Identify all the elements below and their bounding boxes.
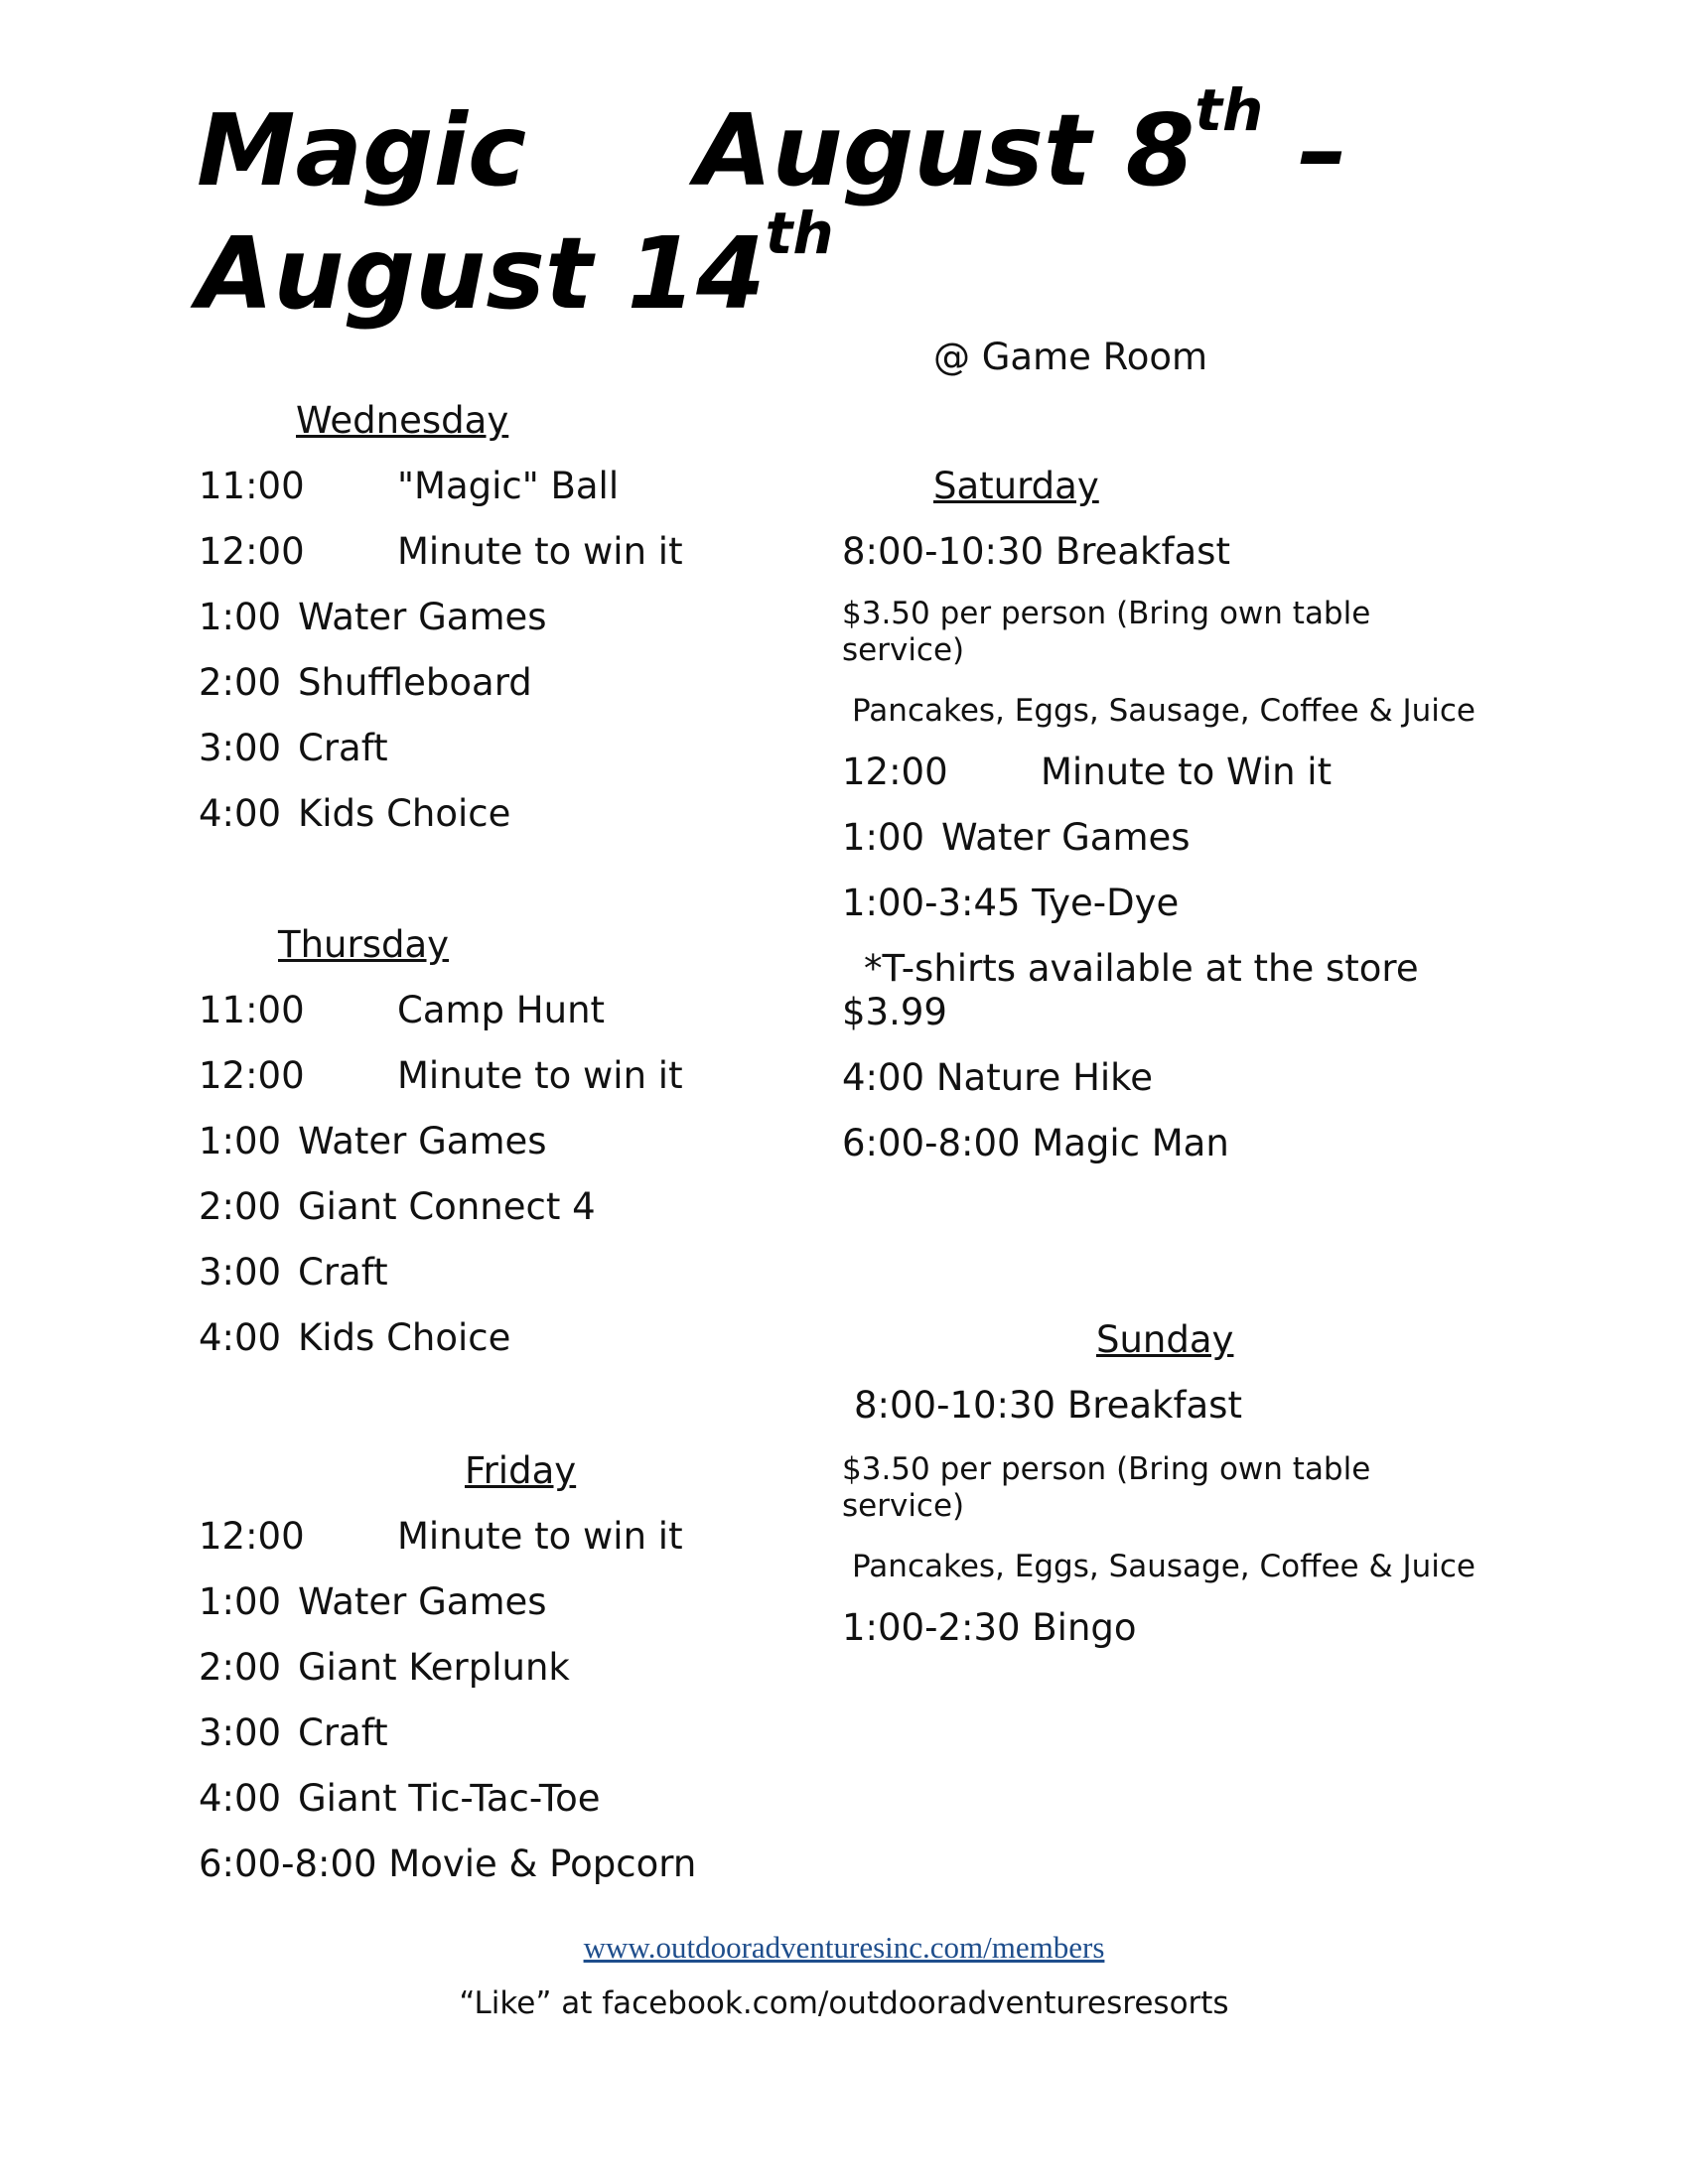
schedule-time: 12:00 — [199, 1054, 305, 1097]
schedule-item — [199, 1582, 547, 1622]
schedule-item — [199, 1187, 596, 1227]
saturday-breakfast-price: $3.50 per person (Bring own table service) — [842, 596, 1371, 668]
saturday-tyedye: 1:00-3:45 Tye-Dye — [842, 882, 1180, 924]
sunday-breakfast: 8:00-10:30 Breakfast — [854, 1384, 1242, 1427]
schedule-item — [842, 818, 1191, 858]
title-date-end: August 14 — [197, 215, 766, 332]
schedule-item — [199, 1056, 683, 1096]
schedule-time: 4:00 — [199, 792, 282, 835]
schedule-time: 12:00 — [842, 751, 948, 793]
schedule-activity: Water Games — [941, 816, 1191, 859]
schedule-activity: Shuffleboard — [298, 661, 532, 704]
schedule-time: 1:00 — [199, 1580, 282, 1623]
schedule-time: 11:00 — [199, 989, 305, 1031]
schedule-activity: Minute to win it — [397, 530, 683, 573]
members-link[interactable]: www.outdooradventuresinc.com/members — [583, 1930, 1105, 1965]
schedule-item — [199, 1253, 388, 1293]
schedule-activity: Minute to win it — [397, 1515, 683, 1558]
saturday-breakfast: 8:00-10:30 Breakfast — [842, 530, 1230, 573]
saturday-nature-hike: 4:00 Nature Hike — [842, 1056, 1154, 1099]
schedule-item — [199, 1713, 388, 1753]
schedule-item — [199, 467, 619, 506]
schedule-item — [199, 1779, 601, 1819]
sunday-breakfast-menu: Pancakes, Eggs, Sausage, Coffee & Juice — [852, 1549, 1477, 1584]
schedule-item — [199, 663, 532, 703]
location-label: @ Game Room — [933, 336, 1208, 378]
schedule-activity: Giant Kerplunk — [298, 1646, 570, 1689]
schedule-activity: Minute to win it — [397, 1054, 683, 1097]
friday-heading: Friday — [465, 1449, 577, 1492]
schedule-activity: Movie & Popcorn — [388, 1843, 697, 1885]
sunday-heading: Sunday — [1096, 1318, 1234, 1361]
schedule-activity: Giant Connect 4 — [298, 1185, 596, 1228]
schedule-item — [199, 1318, 510, 1358]
schedule-item — [199, 1122, 547, 1161]
schedule-activity: Water Games — [298, 1120, 547, 1162]
schedule-time: 4:00 — [199, 1777, 282, 1820]
schedule-item — [199, 598, 547, 637]
schedule-activity: "Magic" Ball — [397, 465, 620, 507]
schedule-item — [199, 1648, 570, 1688]
schedule-item — [199, 1844, 696, 1884]
schedule-item — [199, 729, 388, 768]
title-date-start-suffix: th — [1195, 76, 1264, 144]
schedule-time: 1:00 — [199, 1120, 282, 1162]
schedule-time: 4:00 — [199, 1316, 282, 1359]
schedule-activity: Water Games — [298, 1580, 547, 1623]
schedule-item — [842, 752, 1332, 792]
saturday-heading: Saturday — [933, 465, 1099, 507]
schedule-time: 2:00 — [199, 1185, 282, 1228]
schedule-time: 6:00-8:00 — [199, 1843, 377, 1885]
title-date-start: August 8 — [695, 92, 1196, 208]
title-word-magic: Magic — [197, 92, 527, 208]
schedule-activity: Craft — [298, 727, 388, 769]
wednesday-heading: Wednesday — [296, 399, 509, 442]
sunday-breakfast-price: $3.50 per person (Bring own table service) — [842, 1451, 1371, 1524]
schedule-time: 2:00 — [199, 661, 282, 704]
schedule-item — [199, 1517, 683, 1557]
sunday-bingo: 1:00-2:30 Bingo — [842, 1606, 1137, 1649]
schedule-time: 1:00 — [199, 596, 282, 638]
saturday-tshirt-note: *T-shirts available at the store — [864, 947, 1419, 990]
schedule-item — [199, 794, 510, 834]
schedule-time: 2:00 — [199, 1646, 282, 1689]
schedule-activity: Water Games — [298, 596, 547, 638]
schedule-time: 3:00 — [199, 727, 282, 769]
saturday-breakfast-menu: Pancakes, Eggs, Sausage, Coffee & Juice — [852, 693, 1477, 729]
left-column — [199, 0, 794, 2184]
schedule-time: 1:00 — [842, 816, 925, 859]
schedule-activity: Kids Choice — [298, 1316, 511, 1359]
schedule-item — [199, 532, 683, 572]
facebook-note: “Like” at facebook.com/outdooradventuresresorts — [459, 1985, 1229, 2021]
saturday-magic-man: 6:00-8:00 Magic Man — [842, 1122, 1229, 1164]
schedule-time: 3:00 — [199, 1251, 282, 1294]
title-dash: – — [1263, 92, 1348, 208]
saturday-tshirt-price: $3.99 — [842, 991, 947, 1033]
schedule-time: 11:00 — [199, 465, 305, 507]
title-date-end-suffix: th — [765, 200, 834, 267]
schedule-activity: Minute to Win it — [1041, 751, 1333, 793]
schedule-time: 12:00 — [199, 530, 305, 573]
schedule-activity: Giant Tic-Tac-Toe — [298, 1777, 601, 1820]
schedule-activity: Camp Hunt — [397, 989, 606, 1031]
schedule-activity: Craft — [298, 1711, 388, 1754]
schedule-activity: Kids Choice — [298, 792, 511, 835]
schedule-time: 12:00 — [199, 1515, 305, 1558]
right-column — [842, 0, 1477, 2184]
schedule-item — [199, 991, 605, 1030]
schedule-time: 3:00 — [199, 1711, 282, 1754]
thursday-heading: Thursday — [278, 923, 450, 966]
schedule-activity: Craft — [298, 1251, 388, 1294]
